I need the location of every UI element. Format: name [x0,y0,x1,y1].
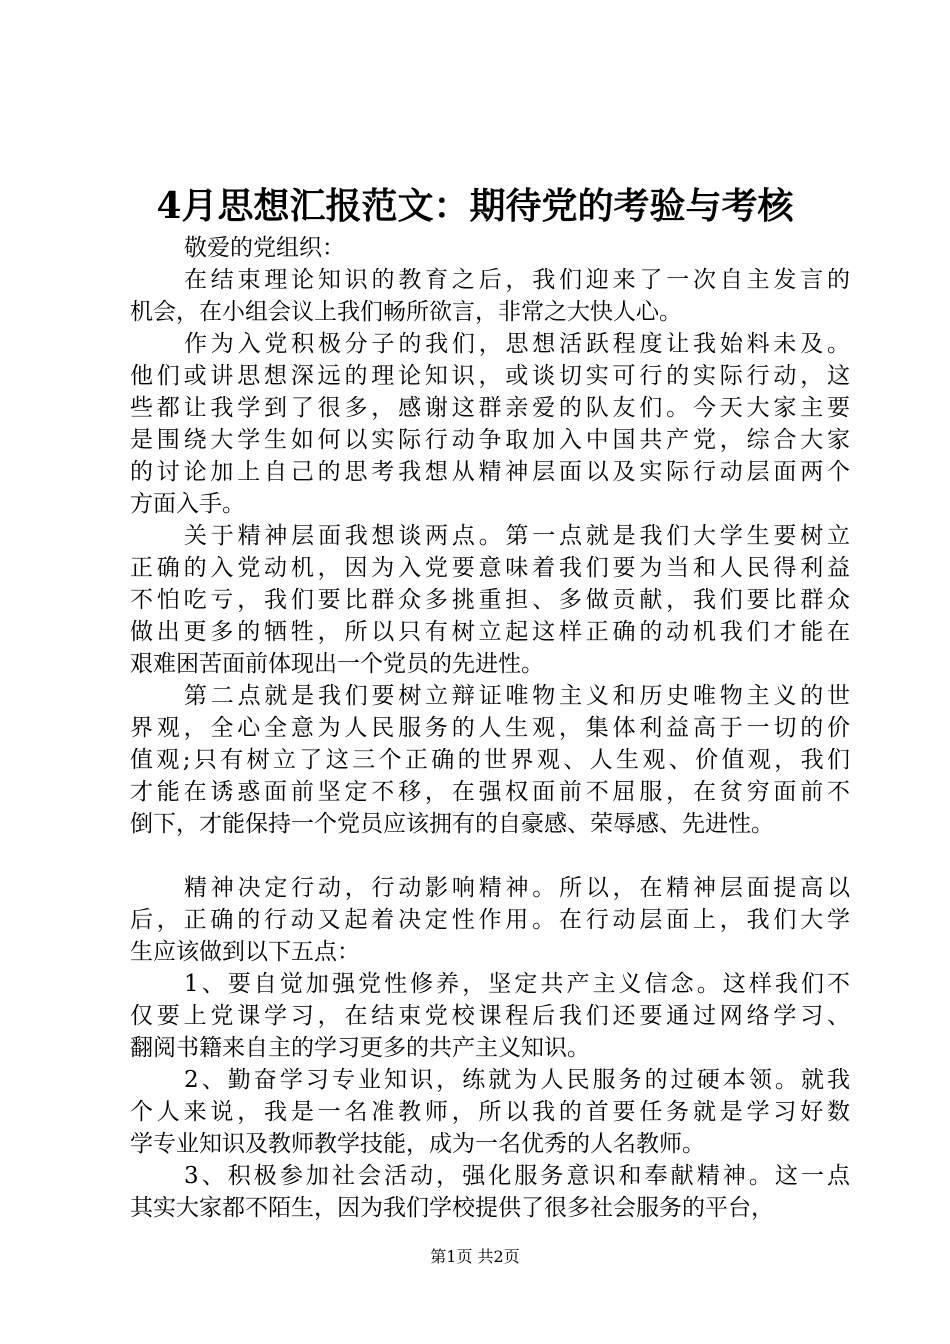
paragraph-line: 关于精神层面我想谈两点。第一点就是我们大学生要树立 [184,523,850,549]
paragraph-line: 方面入手。 [130,491,245,517]
paragraph-line: 后，正确的行动又起着决定性作用。在行动层面上，我们大学 [130,907,850,933]
document-body [130,232,850,1224]
paragraph-line: 作为入党积极分子的我们，思想活跃程度让我始料未及。 [184,331,850,357]
list-item-line: 其实大家都不陌生，因为我们学校提供了很多社会服务的平台， [130,1195,774,1221]
list-item-line: 学专业知识及教师教学技能，成为一名优秀的人名教师。 [130,1131,705,1157]
salutation-line: 敬爱的党组织： [184,235,345,261]
paragraph-line: 艰难困苦面前体现出一个党员的先进性。 [130,651,544,677]
paragraph-line: 不怕吃亏，我们要比群众多挑重担、多做贡献，我们要比群众 [130,587,850,613]
paragraph-line: 才能在诱惑面前坚定不移，在强权面前不屈服，在贫穷面前不 [130,779,850,805]
list-item-line: 1、要自觉加强党性修养，坚定共产主义信念。这样我们不 [184,971,850,997]
list-item-line: 个人来说，我是一名准教师，所以我的首要任务就是学习好数 [130,1099,850,1125]
list-item-line: 2、勤奋学习专业知识，练就为人民服务的过硬本领。就我 [184,1067,850,1093]
paragraph-line: 他们或讲思想深远的理论知识，或谈切实可行的实际行动，这 [130,363,850,389]
paragraph-line: 精神决定行动，行动影响精神。所以，在精神层面提高以 [184,875,850,901]
paragraph-line: 些都让我学到了很多，感谢这群亲爱的队友们。今天大家主要 [130,395,850,421]
paragraph-line: 正确的入党动机，因为入党要意味着我们要为当和人民得利益 [130,555,850,581]
paragraph-line: 值观;只有树立了这三个正确的世界观、人生观、价值观，我们 [130,747,850,773]
list-item-line: 3、积极参加社会活动，强化服务意识和奉献精神。这一点 [184,1163,850,1189]
list-item-line: 翻阅书籍来自主的学习更多的共产主义知识。 [130,1035,590,1061]
paragraph-line: 生应该做到以下五点： [130,939,360,965]
list-item-line: 仅要上党课学习，在结束党校课程后我们还要通过网络学习、 [130,1003,850,1029]
paragraph-line: 做出更多的牺牲，所以只有树立起这样正确的动机我们才能在 [130,619,850,645]
paragraph-line: 在结束理论知识的教育之后，我们迎来了一次自主发言的 [184,267,850,293]
paragraph-line: 界观，全心全意为人民服务的人生观，集体利益高于一切的价 [130,715,850,741]
paragraph-line: 第二点就是我们要树立辩证唯物主义和历史唯物主义的世 [184,683,850,709]
paragraph-line: 是围绕大学生如何以实际行动争取加入中国共产党，综合大家 [130,427,850,453]
document-title: 4月思想汇报范文：期待党的考验与考核 [156,185,794,227]
page-number-footer: 第1页 共2页 [430,1247,520,1266]
paragraph-line: 机会，在小组会议上我们畅所欲言，非常之大快人心。 [130,299,682,325]
blank-line [130,840,850,872]
paragraph-line: 的讨论加上自己的思考我想从精神层面以及实际行动层面两个 [130,459,850,485]
paragraph-line: 倒下，才能保持一个党员应该拥有的自豪感、荣辱感、先进性。 [130,811,774,837]
